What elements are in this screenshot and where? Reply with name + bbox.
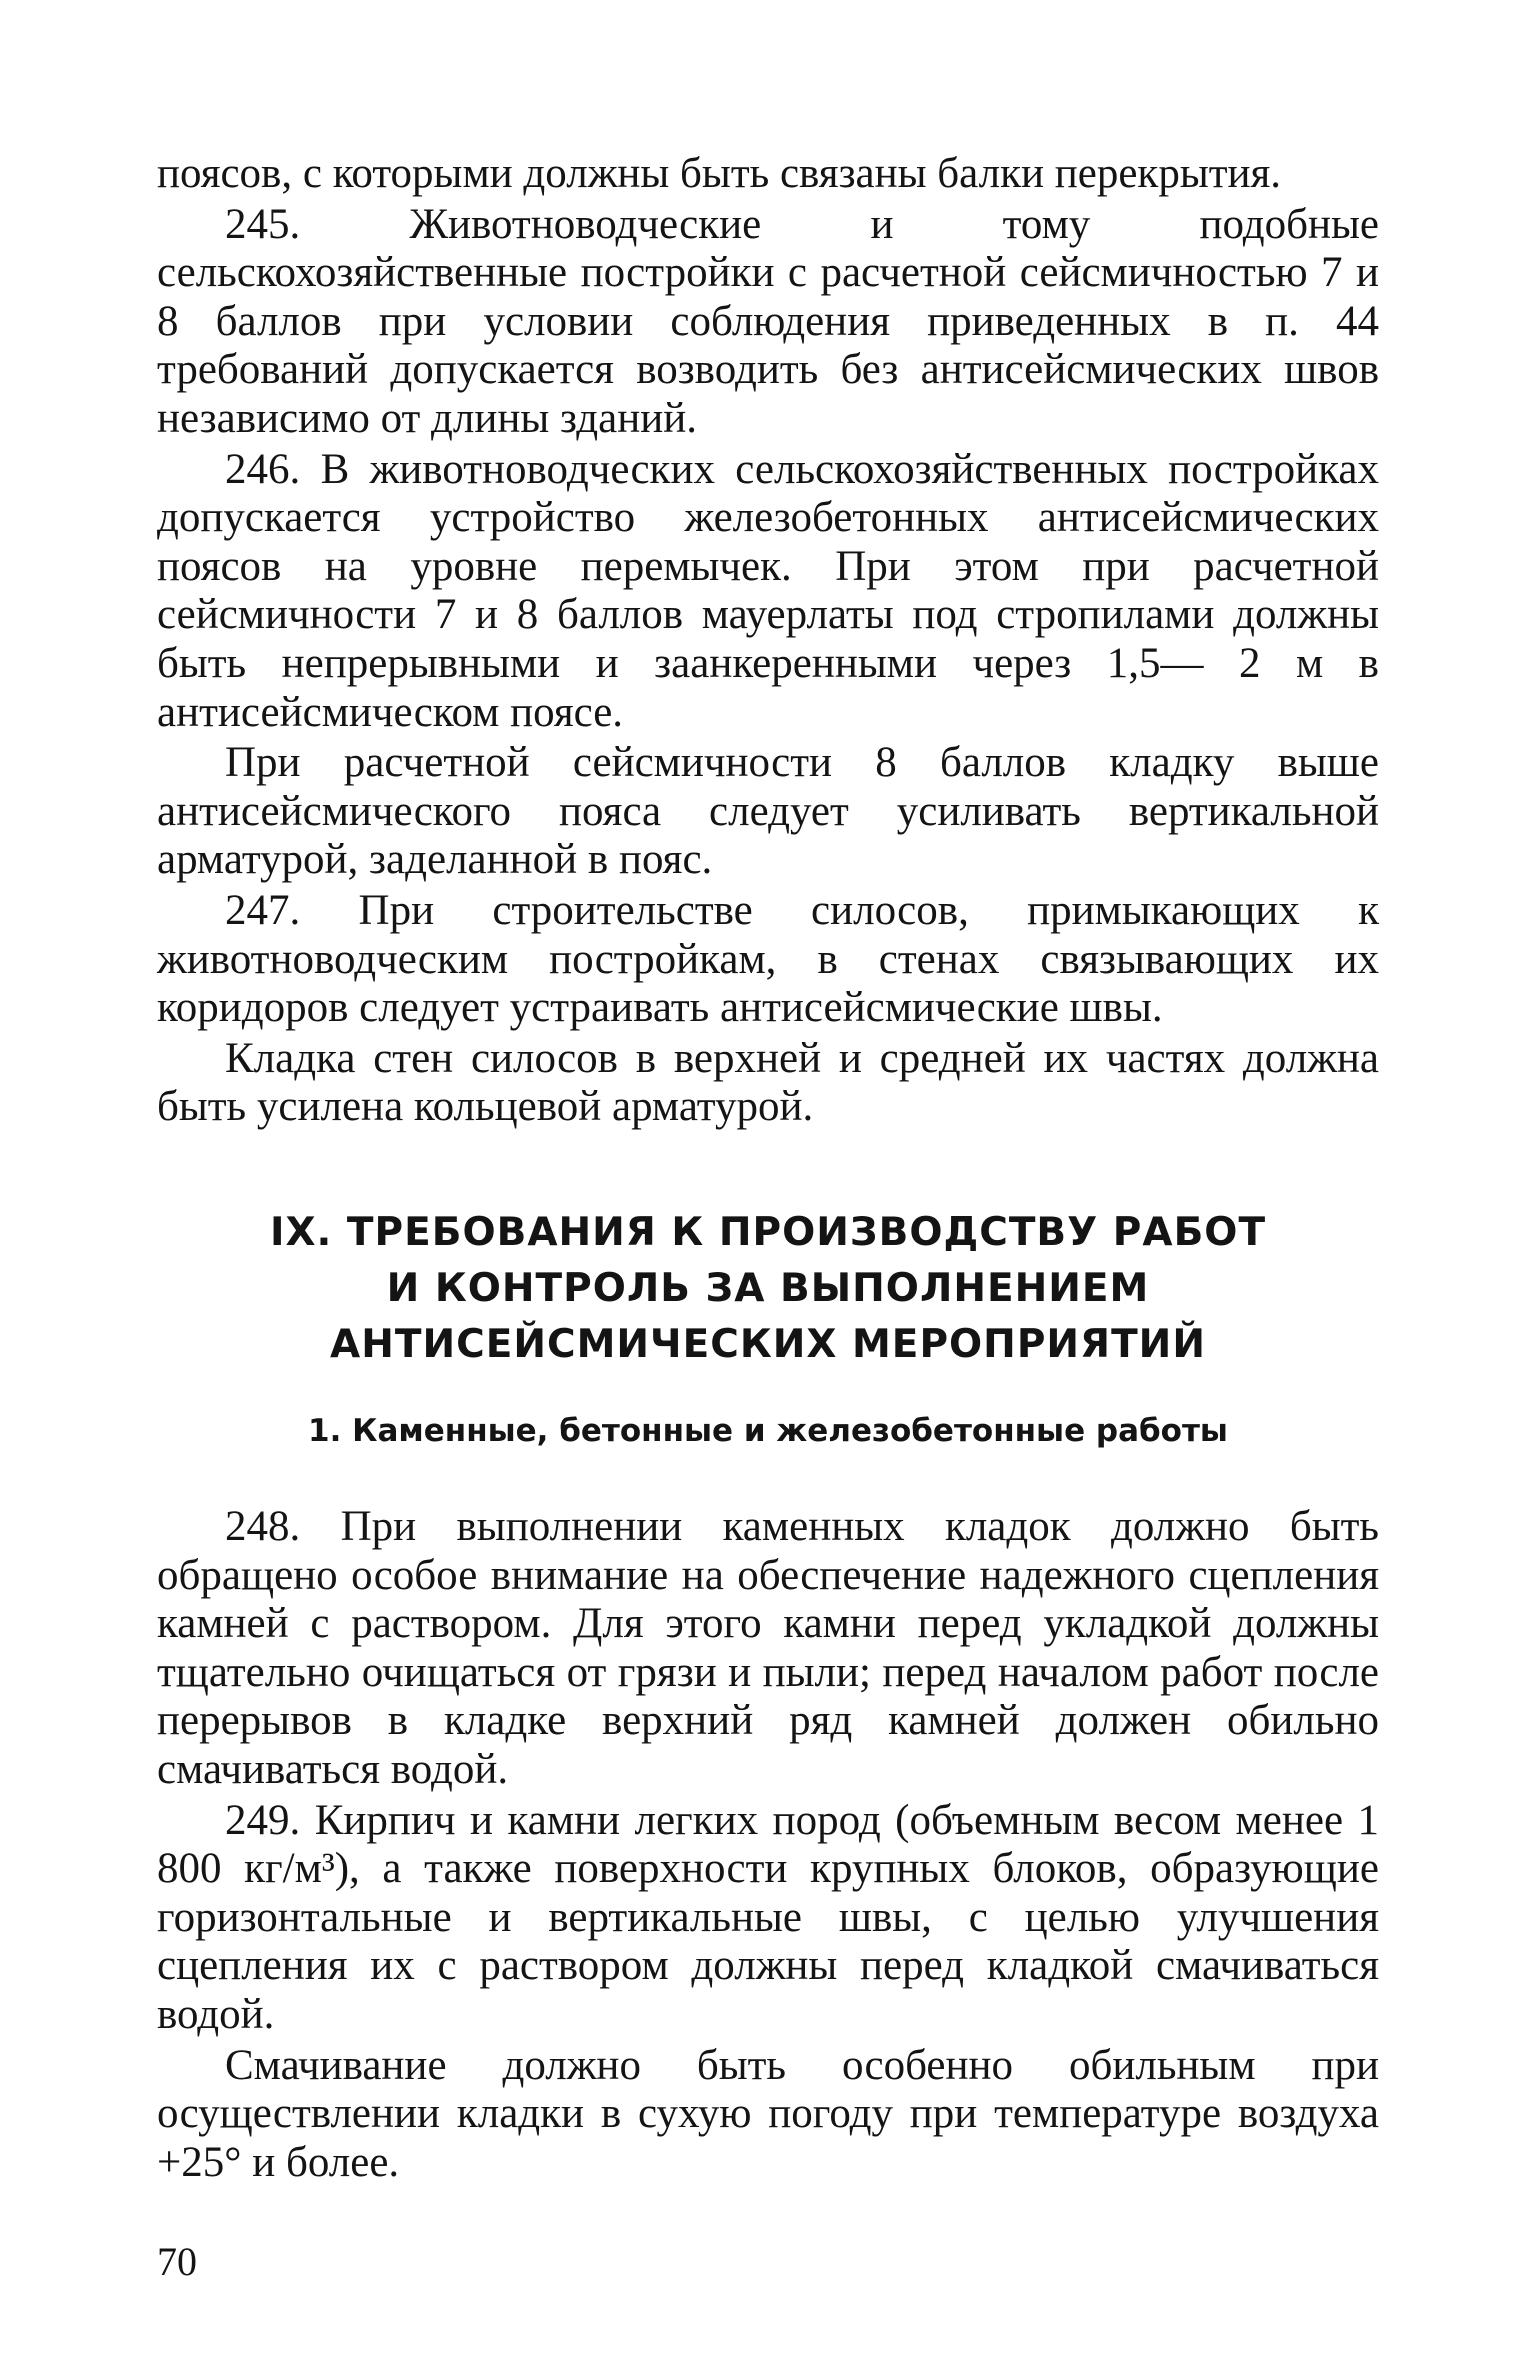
section-heading-line: АНТИСЕЙСМИЧЕСКИХ МЕРОПРИЯТИЙ xyxy=(330,1322,1206,1367)
paragraph-247: 247. При строительстве силосов, примыкающих к животноводческим постройкам, в стенах связывающих их коридоров следует устраивать антисейсмические швы. xyxy=(157,886,1379,1032)
section-heading-line: IX. ТРЕБОВАНИЯ К ПРОИЗВОДСТВУ РАБОТ xyxy=(269,1210,1267,1255)
lower-text-block xyxy=(157,1503,1379,2187)
paragraph-246-continued: При расчетной сейсмичности 8 баллов кладку выше антисейсмического пояса следует усиливать вертикальной арматурой, заделанной в пояс. xyxy=(157,739,1379,884)
paragraph-247-continued: Кладка стен силосов в верхней и средней их частях должна быть усилена кольцевой арматурой. xyxy=(157,1034,1379,1131)
section-heading xyxy=(157,1205,1379,1373)
subsection-heading: 1. Каменные, бетонные и железобетонные работы xyxy=(308,1413,1228,1449)
upper-text-block xyxy=(157,150,1379,1132)
paragraph-245: 245. Животноводческие и тому подобные сельскохозяйственные постройки с расчетной сейсмичностью 7 и 8 баллов при условии соблюдения приведенных в п. 44 требований допускается возводить без антисейсмических швов независимо от длины зданий. xyxy=(157,200,1379,442)
page-number: 70 xyxy=(157,2239,197,2284)
continuation-paragraph: поясов, с которыми должны быть связаны балки перекрытия. xyxy=(157,150,1282,197)
paragraph-248: 248. При выполнении каменных кладок должно быть обращено особое внимание на обеспечение надежного сцепления камней с раствором. Для этого камни перед укладкой должны тщательно очищаться от грязи и пыли; перед началом работ после перерывов в кладке верхний ряд камней должен обильно смачиваться водой. xyxy=(157,1503,1379,1793)
section-heading-line: И КОНТРОЛЬ ЗА ВЫПОЛНЕНИЕМ xyxy=(386,1266,1150,1311)
paragraph-249-continued: Смачивание должно быть особенно обильным при осуществлении кладки в сухую погоду при температуре воздуха +25° и более. xyxy=(157,2041,1379,2186)
paragraph-249: 249. Кирпич и камни легких пород (объемным весом менее 1 800 кг/м³), а также поверхности крупных блоков, образующие горизонтальные и вертикальные швы, с целью улучшения сцепления их с раствором должны перед кладкой смачиваться водой. xyxy=(157,1796,1379,2038)
paragraph-246: 246. В животноводческих сельскохозяйственных постройках допускается устройство железобетонных антисейсмических поясов на уровне перемычек. При этом при расчетной сейсмичности 7 и 8 баллов мауерлаты под стропилами должны быть непрерывными и заанкеренными через 1,5— 2 м в антисейсмическом поясе. xyxy=(157,445,1379,736)
